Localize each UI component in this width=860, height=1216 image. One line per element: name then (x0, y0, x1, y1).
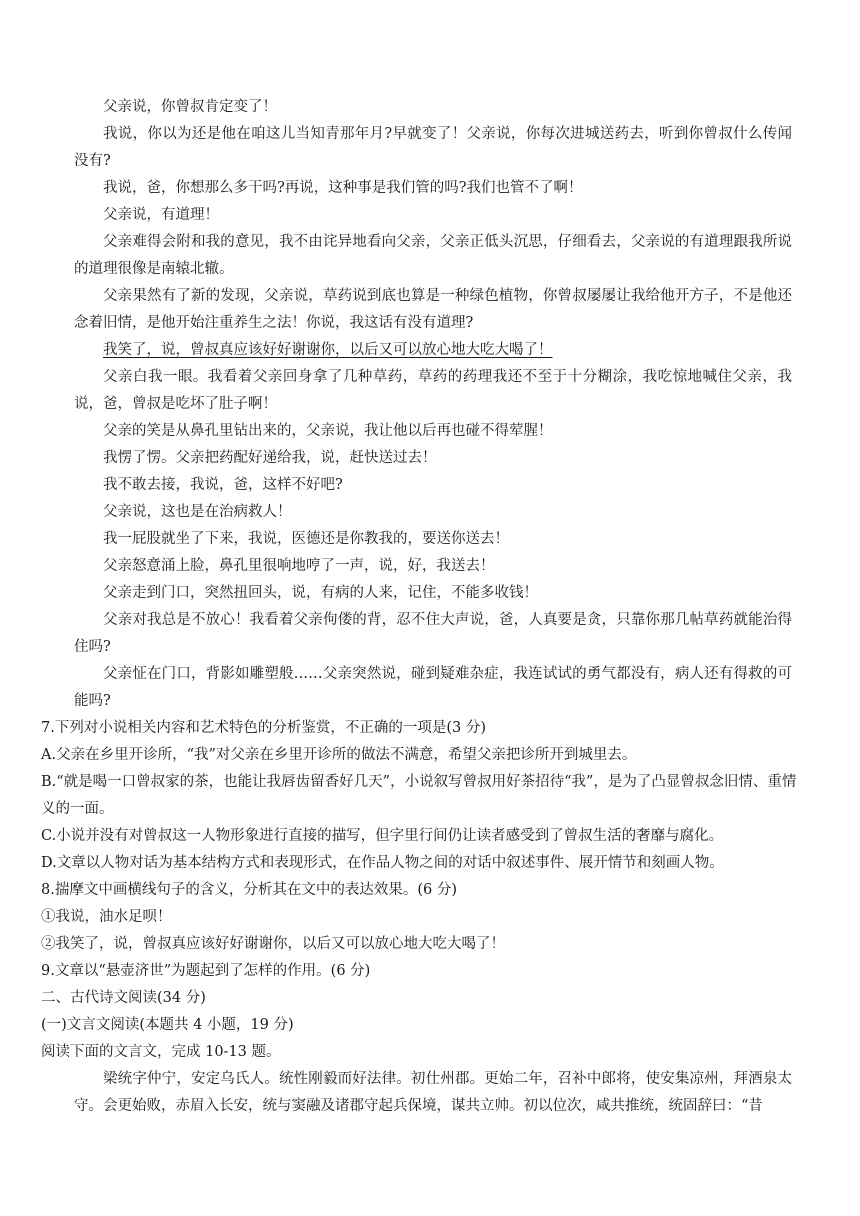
story-paragraph: 父亲白我一眼。我看着父亲回身拿了几种草药，草药的药理我还不至于十分糊涂，我吃惊地喊住父亲，我说，爸，曾叔是吃坏了肚子啊！ (74, 369, 792, 412)
question-8: 8.揣摩文中画横线句子的含义，分析其在文中的表达效果。(6 分) (41, 882, 457, 898)
story-paragraph: 父亲说，这也是在治病救人！ (103, 504, 292, 520)
question-7-option-d: D.文章以人物对话为基本结构方式和表现形式，在作品人物之间的对话中叙述事件、展开情节和刻画人物。 (41, 855, 724, 871)
question-9: 9.文章以“悬壶济世”为题起到了怎样的作用。(6 分) (41, 963, 371, 979)
story-paragraph: 父亲的笑是从鼻孔里钻出来的，父亲说，我让他以后再也碰不得荤腥！ (103, 423, 553, 439)
question-8-item-1: ①我说，油水足呗！ (41, 909, 172, 925)
question-7-option-a: A.父亲在乡里开诊所，“我”对父亲在乡里开诊所的做法不满意，希望父亲把诊所开到城里去。 (41, 747, 637, 763)
story-paragraph: 父亲说，有道理！ (103, 207, 219, 223)
story-paragraph: 父亲怔在门口，背影如雕塑般……父亲突然说，碰到疑难杂症，我连试试的勇气都没有，病人还有得救的可能吗? (74, 666, 792, 709)
story-paragraph: 父亲怒意涌上脸，鼻孔里很响地哼了一声，说，好，我送去！ (103, 558, 495, 574)
story-paragraph: 父亲难得会附和我的意见，我不由诧异地看向父亲，父亲正低头沉思，仔细看去，父亲说的有道理跟我所说的道理很像是南辕北辙。 (74, 234, 792, 277)
story-paragraph: 我不敢去接，我说，爸，这样不好吧? (103, 477, 343, 493)
story-paragraph: 我说，你以为还是他在咱这儿当知青那年月?早就变了！父亲说，你每次进城送药去，听到你曾叔什么传闻没有? (74, 126, 792, 169)
question-8-item-2: ②我笑了，说，曾叔真应该好好谢谢你，以后又可以放心地大吃大喝了！ (41, 936, 505, 952)
story-paragraph: 父亲说，你曾叔肯定变了！ (103, 99, 277, 115)
question-7-option-c: C.小说并没有对曾叔这一人物形象进行直接的描写，但字里行间仍让读者感受到了曾叔生活的奢靡与腐化。 (41, 828, 724, 844)
story-paragraph: 我愣了愣。父亲把药配好递给我，说，赶快送过去！ (103, 450, 437, 466)
story-paragraph: 父亲果然有了新的发现，父亲说，草药说到底也算是一种绿色植物，你曾叔屡屡让我给他开方子，不是他还念着旧情，是他开始注重养生之法！你说，我这话有没有道理? (74, 288, 792, 331)
question-7-option-b: B.“就是喝一口曾叔家的茶，也能让我唇齿留香好几天”，小说叙写曾叔用好茶招待“我”，是为了凸显曾叔念旧情、重情义的一面。 (41, 774, 797, 817)
classical-passage: 梁统字仲宁，安定乌氏人。统性刚毅而好法律。初仕州郡。更始二年，召补中郎将，使安集凉州，拜酒泉太守。会更始败，赤眉入长安，统与窦融及诸郡守起兵保境，谋共立帅。初以位次，咸共推统，统固辞曰：“昔 (74, 1071, 792, 1114)
reading-instruction: 阅读下面的文言文，完成 10-13 题。 (41, 1044, 281, 1060)
section-heading: 二、古代诗文阅读(34 分) (41, 990, 206, 1006)
story-paragraph: 我说，爸，你想那么多干吗?再说，这种事是我们管的吗?我们也管不了啊！ (103, 180, 583, 196)
question-7: 7.下列对小说相关内容和艺术特色的分析鉴赏，不正确的一项是(3 分) (41, 720, 486, 736)
story-paragraph: 我一屁股就坐了下来，我说，医德还是你教我的，要送你送去！ (103, 531, 509, 547)
underlined-sentence: 我笑了，说，曾叔真应该好好谢谢你，以后又可以放心地大吃大喝了！ (103, 342, 553, 358)
story-paragraph: 父亲走到门口，突然扭回头，说，有病的人来，记住，不能多收钱！ (103, 585, 538, 601)
story-paragraph-underlined (74, 337, 792, 364)
subsection-heading: (一)文言文阅读(本题共 4 小题，19 分) (41, 1017, 294, 1033)
story-paragraph: 父亲对我总是不放心！我看着父亲佝偻的背，忍不住大声说，爸，人真要是贪，只靠你那几帖草药就能治得住吗? (74, 612, 792, 655)
